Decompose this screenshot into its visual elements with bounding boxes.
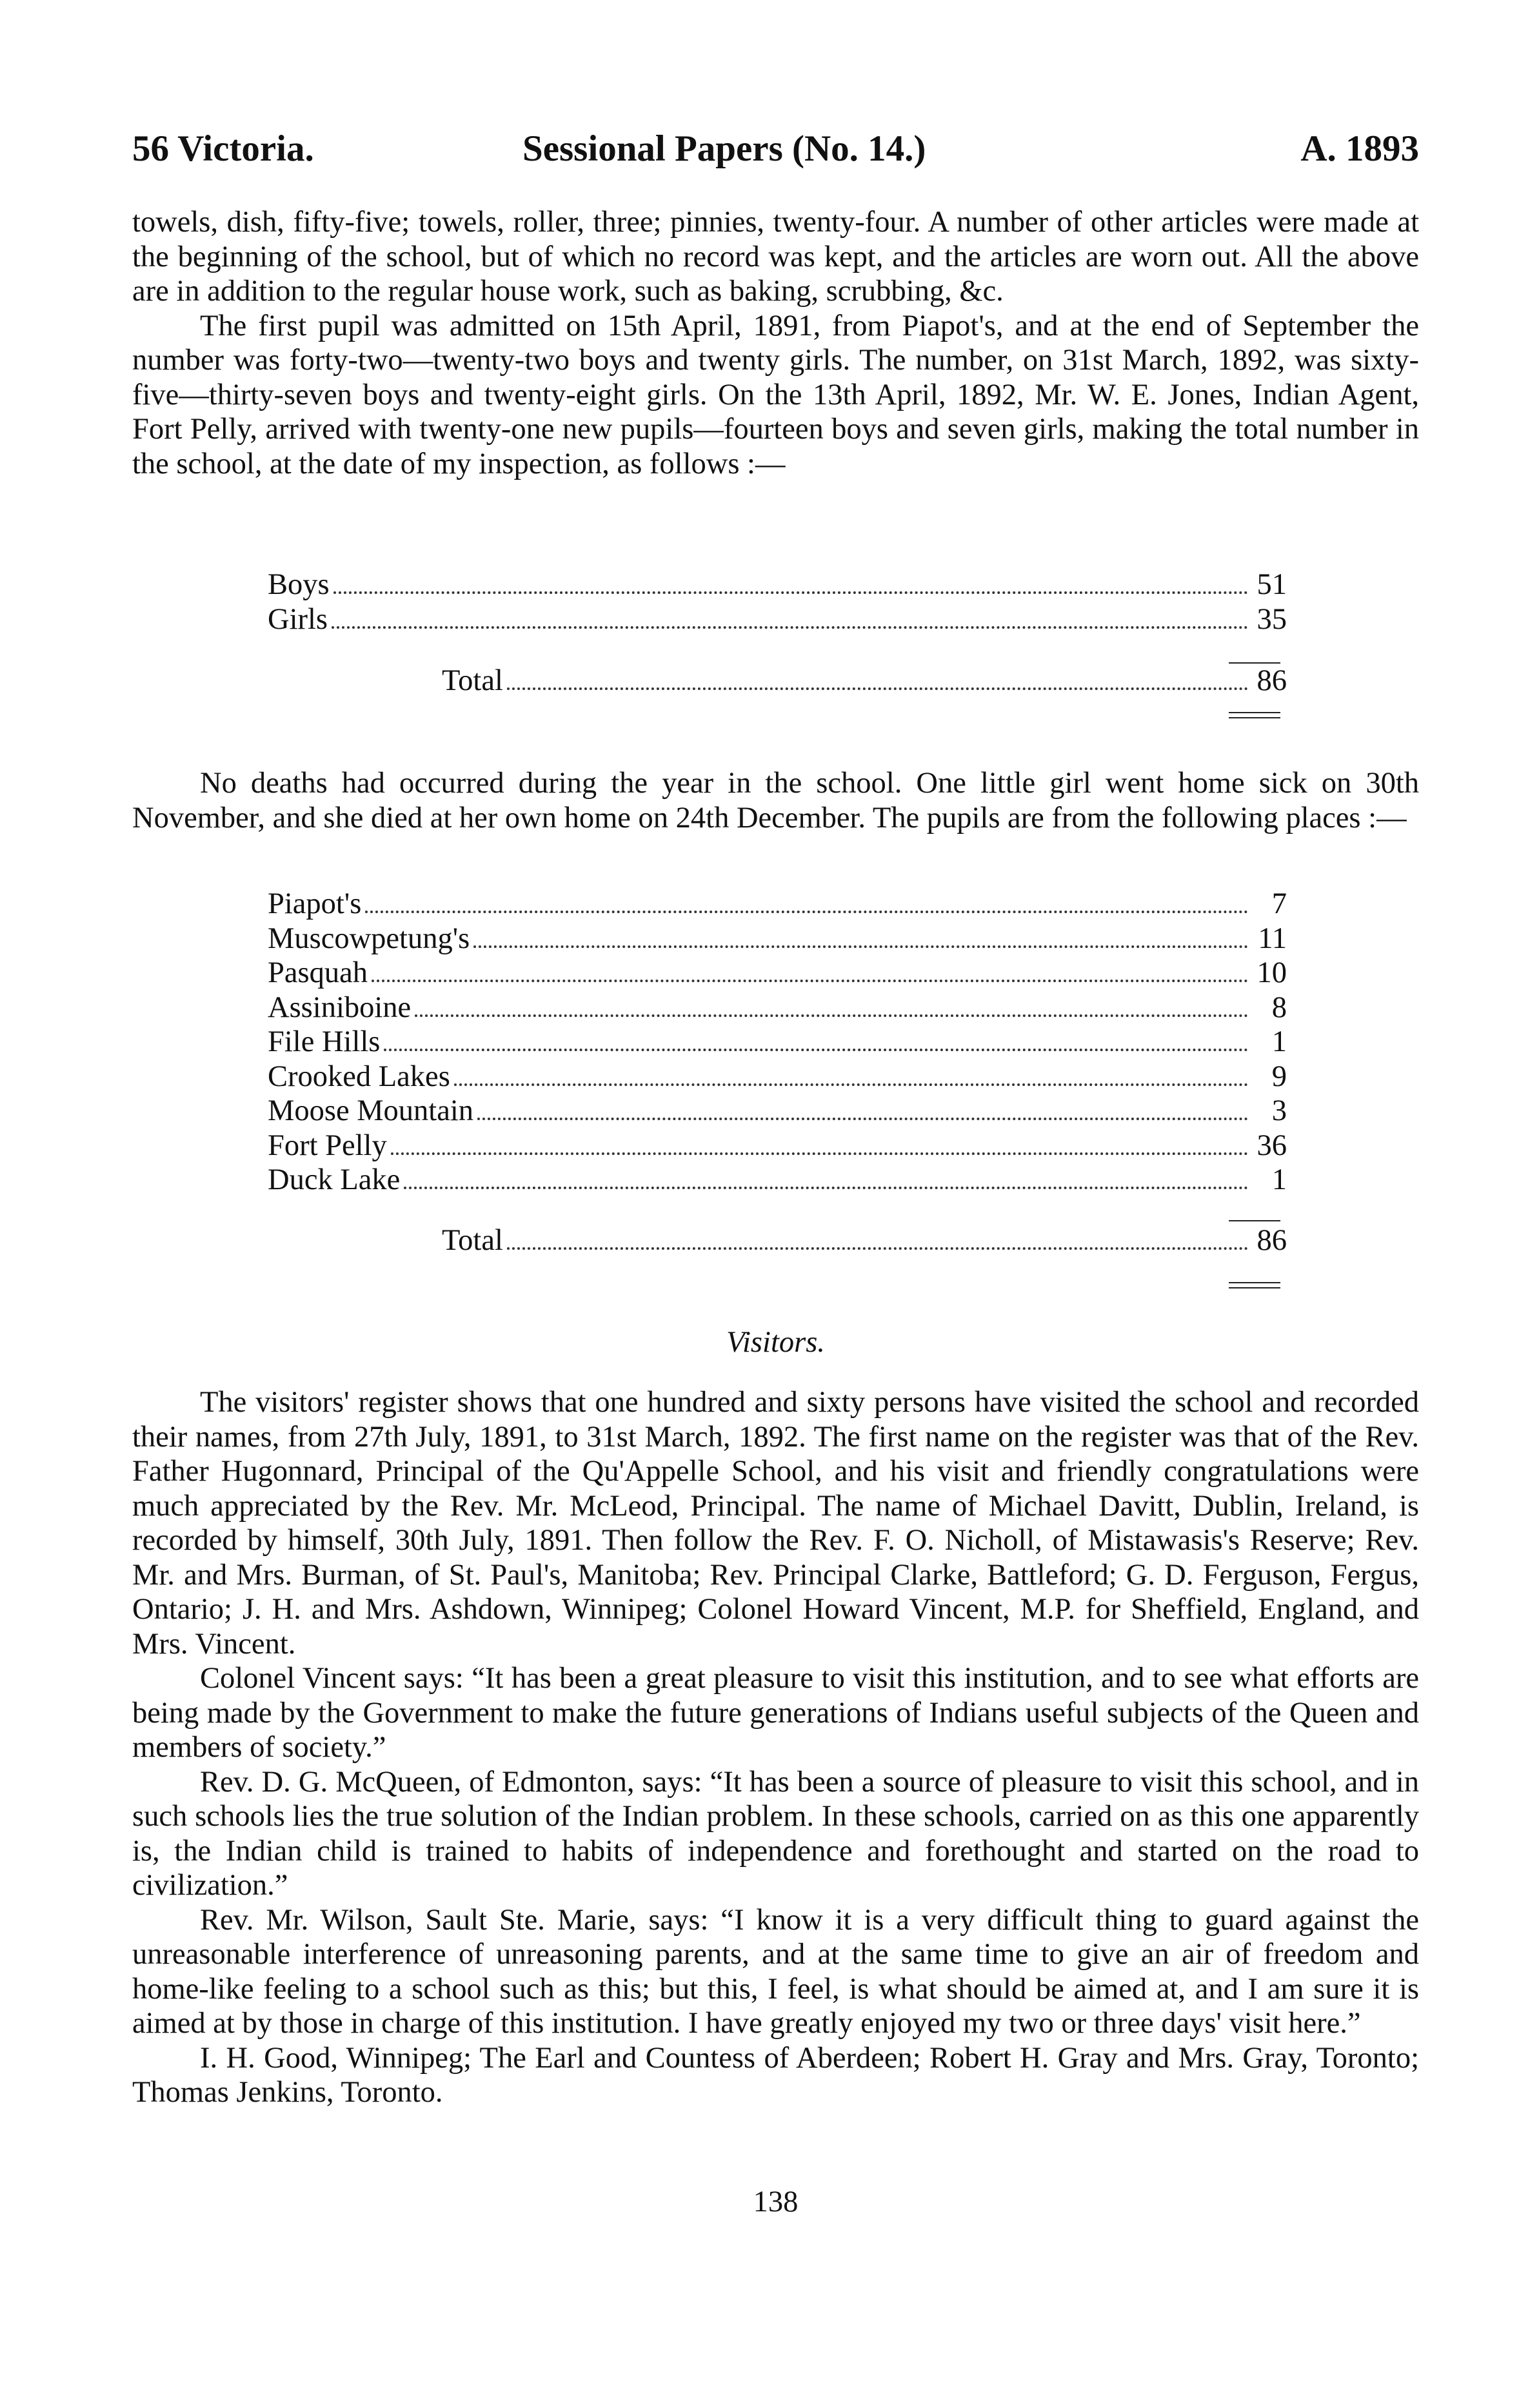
place-name: File Hills	[268, 1025, 381, 1058]
total-label: Total	[442, 664, 503, 697]
dot-leader	[415, 1014, 1248, 1017]
total-row	[442, 1223, 1287, 1258]
paragraph-vincent-quote: Colonel Vincent says: “It has been a great pleasure to visit this institution, and to see what efforts are being made by the Government to make the future generations of Indians useful subjects of the Queen and members of society.”	[132, 1662, 1419, 1764]
running-header	[132, 128, 1419, 179]
section-heading-visitors: Visitors.	[726, 1326, 825, 1359]
sum-rule	[1229, 662, 1280, 664]
place-count: 3	[1271, 1094, 1287, 1127]
place-name: Assiniboine	[268, 991, 412, 1024]
dot-leader	[473, 945, 1248, 948]
table-row	[268, 956, 1287, 991]
place-name: Crooked Lakes	[268, 1060, 450, 1093]
dot-leader	[372, 980, 1248, 982]
row-label: Girls	[268, 602, 328, 636]
places-table	[268, 887, 1287, 1258]
total-value: 86	[1257, 1223, 1287, 1257]
table-row	[268, 1025, 1287, 1060]
place-name: Duck Lake	[268, 1163, 401, 1196]
table-row	[268, 567, 1287, 602]
total-row	[442, 664, 1287, 698]
paragraph-register: The visitors' register shows that one hundred and sixty persons have visited the school and recorded their names, from 27th July, 1891, to 31st March, 1892. The first name on the register was that of the Rev. Father Hugonnard, Principal of the Qu'Appelle School, and his visit and friendly congratulations were much appreciated by the Rev. Mr. McLeod, Principal. The name of Michael Davitt, Dublin, Ireland, is recorded by himself, 30th July, 1891. Then follow the Rev. F. O. Nicholl, of Mistawasis's Reserve; Rev. Mr. and Mrs. Burman, of St. Paul's, Manitoba; Rev. Principal Clarke, Battleford; G. D. Ferguson, Fergus, Ontario; J. H. and Mrs. Ashdown, Winnipeg; Colonel Howard Vincent, M.P. for Sheffield, England, and Mrs. Vincent.	[132, 1386, 1419, 1661]
total-double-rule	[1229, 1282, 1280, 1283]
dot-leader	[454, 1083, 1248, 1086]
place-count: 7	[1271, 887, 1287, 920]
row-label: Boys	[268, 568, 330, 601]
table-row	[268, 1094, 1287, 1129]
opening-paragraphs	[132, 205, 1419, 481]
table-row	[268, 922, 1287, 956]
table-row	[268, 602, 1287, 637]
paragraph-other-visitors: I. H. Good, Winnipeg; The Earl and Countess of Aberdeen; Robert H. Gray and Mrs. Gray, Toronto; Thomas Jenkins, Toronto.	[132, 2041, 1419, 2109]
dot-leader	[507, 687, 1248, 690]
table-row	[268, 1129, 1287, 1163]
dot-leader	[333, 591, 1248, 594]
paragraph-first-pupil: The first pupil was admitted on 15th April, 1891, from Piapot's, and at the end of September the number was forty-two—twenty-two boys and twenty girls. The number, on 31st March, 1892, was sixty-five—thirty-seven boys and twenty-eight girls. On the 13th April, 1892, Mr. W. E. Jones, Indian Agent, Fort Pelly, arrived with twenty-one new pupils—fourteen boys and seven girls, making the total number in the school, at the date of my inspection, as follows :—	[132, 309, 1419, 480]
total-double-rule	[1229, 1287, 1280, 1288]
row-value: 35	[1257, 602, 1287, 636]
place-name: Moose Mountain	[268, 1094, 474, 1127]
sum-rule	[1229, 1220, 1280, 1221]
table-row	[268, 887, 1287, 922]
paragraph-articles: towels, dish, fifty-five; towels, roller, three; pinnies, twenty-four. A number of other articles were made at the beginning of the school, but of which no record was kept, and the articles are worn out. All the above are in addition to the regular house work, such as baking, scrubbing, &c.	[132, 206, 1419, 308]
total-value: 86	[1257, 664, 1287, 697]
table-row	[268, 991, 1287, 1025]
place-count: 1	[1271, 1163, 1287, 1196]
place-count: 8	[1271, 991, 1287, 1024]
pupil-count-table	[268, 567, 1287, 698]
dot-leader	[365, 911, 1248, 913]
total-label: Total	[442, 1223, 503, 1257]
dot-leader	[391, 1152, 1248, 1155]
place-count: 1	[1271, 1025, 1287, 1058]
place-name: Pasquah	[268, 956, 368, 989]
header-year: A. 1893	[1300, 128, 1419, 169]
row-value: 51	[1257, 568, 1287, 601]
place-count: 11	[1258, 922, 1287, 955]
place-count: 9	[1271, 1060, 1287, 1093]
dot-leader	[404, 1187, 1248, 1189]
dot-leader	[477, 1118, 1248, 1120]
table-row	[268, 1060, 1287, 1094]
dot-leader	[332, 626, 1248, 629]
page-number: 138	[753, 2186, 799, 2218]
paragraph-wilson-quote: Rev. Mr. Wilson, Sault Ste. Marie, says: “I know it is a very difficult thing to guard against the unreasonable interference of unreasoning parents, and at the same time to give an air of freedom and home-like feeling to a school such as this; but this, I feel, is what should be aimed at, and I am sure it is aimed at by those in charge of this institution. I have greatly enjoyed my two or three days' visit here.”	[132, 1903, 1419, 2040]
total-double-rule	[1229, 712, 1280, 713]
place-name: Muscowpetung's	[268, 922, 470, 955]
dot-leader	[384, 1049, 1248, 1051]
place-count: 36	[1257, 1129, 1287, 1162]
dot-leader	[507, 1247, 1248, 1250]
visitors-section	[132, 1385, 1419, 2110]
place-name: Fort Pelly	[268, 1129, 387, 1162]
header-title: Sessional Papers (No. 14.)	[522, 128, 926, 169]
place-name: Piapot's	[268, 887, 362, 920]
paragraph-deaths: No deaths had occurred during the year in the school. One little girl went home sick on 30th November, and she died at her own home on 24th December. The pupils are from the following places :—	[132, 767, 1419, 834]
header-session: 56 Victoria.	[132, 128, 314, 169]
total-double-rule	[1229, 717, 1280, 718]
table-row	[268, 1163, 1287, 1198]
paragraph-mcqueen-quote: Rev. D. G. McQueen, of Edmonton, says: “It has been a source of pleasure to visit this school, and in such schools lies the true solution of the Indian problem. In these schools, carried on as this one apparently is, the Indian child is trained to habits of independence and forethought and started on the road to civilization.”	[132, 1765, 1419, 1902]
place-count: 10	[1257, 956, 1287, 989]
